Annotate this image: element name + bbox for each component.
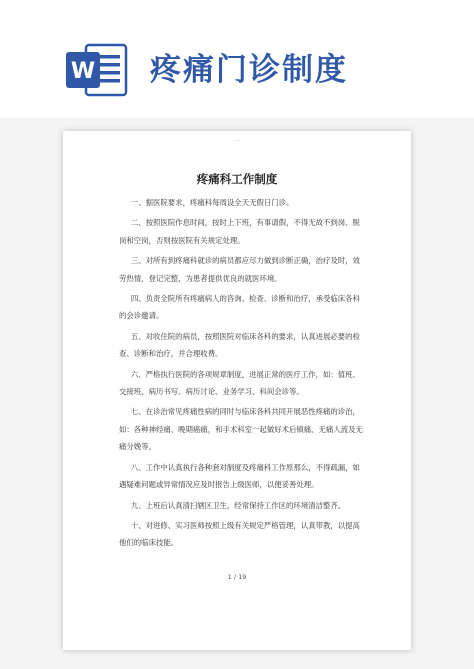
word-icon — [66, 42, 128, 98]
paragraph-9: 九、上班后认真清扫辖区卫生，经常保持工作区的环境清洁整齐。 — [130, 500, 346, 510]
paragraph-5: 五、对收住院的病员，按照医院对临床各科的要求，认真进展必要的检查、诊断和治疗，并合理收费。 — [119, 331, 360, 359]
document-page — [63, 131, 411, 650]
page-header — [0, 0, 474, 118]
page-header-mark: - - — [234, 138, 240, 144]
svg-text:W: W — [70, 59, 96, 84]
paragraph-2: 二、按照医院作息时间，按时上下班，有事请假，不得无故不到岗、脱岗和空岗，否则按医院有关规定处理。 — [119, 218, 360, 245]
document-body — [119, 194, 363, 555]
paragraph-7: 七、在诊治常见疼痛性病的同时与临床各科共同开展恶性疼痛的诊治，如：各种神经痛、晚期癌痛，和手术科室一起做好术后镇痛、无痛人流及无痛分娩等。 — [119, 407, 363, 452]
page-number: 1 / 19 — [227, 573, 247, 581]
paragraph-8: 八、工作中认真执行各种套对制度及疼痛科工作原那么，不得疏漏，如遇疑难问题或异常情况应及时报告上级医师，以便妥善处理。 — [119, 462, 360, 490]
paragraph-3: 三、对所有到疼痛科就诊的病员都应尽力做到诊断正确，治疗及时，效劳热情，登记完整，为患者提供优良的就医环境。 — [119, 256, 360, 283]
paragraph-6: 六、严格执行医院的各项规章制度，进展正常的医疗工作，如：值班、交接班、病历书写、病历讨论、业务学习、科间会诊等。 — [119, 369, 360, 397]
document-title: 疼痛科工作制度 — [196, 172, 278, 186]
paragraph-1: 一、据医院要求，疼痛科每周设全天无假日门诊。 — [130, 198, 294, 207]
page-title: 疼痛门诊制度 — [150, 52, 348, 88]
paragraph-10: 十、对进修、实习医师按照上级有关规定严格管理，认真带教，以提高他们的临床技能。 — [119, 520, 360, 548]
paragraph-4: 四、负责全院所有疼痛病人的咨询、检查、诊断和治疗，承受临床各科的会诊邀请。 — [119, 294, 360, 321]
